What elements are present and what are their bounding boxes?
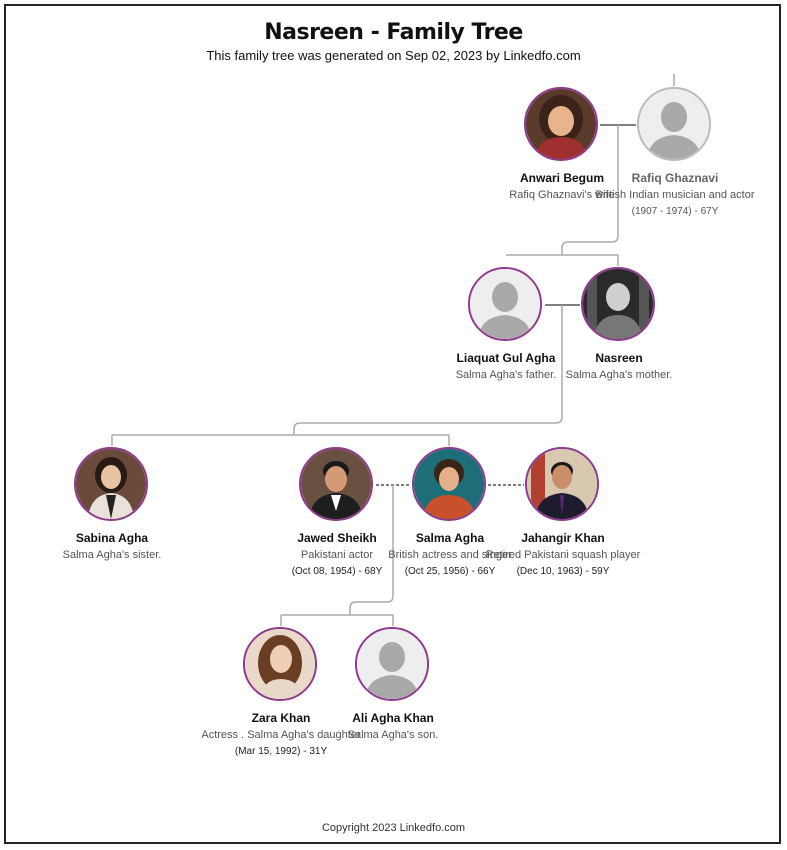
placeholder-silhouette-icon (357, 629, 427, 699)
person-name-anwari-begum[interactable]: Anwari Begum (519, 171, 604, 185)
person-name-sabina-agha[interactable]: Sabina Agha (75, 531, 149, 545)
person-dates-jahangir-khan: (Dec 10, 1963) - 59Y (516, 566, 610, 577)
copyright-footer: Copyright 2023 Linkedfo.com (321, 822, 466, 834)
person-name-salma-agha[interactable]: Salma Agha (415, 531, 485, 545)
person-photo-liaquat-gul-agha[interactable] (468, 267, 542, 341)
person-desc-jawed-sheikh: Pakistani actor (300, 549, 374, 561)
person-name-liaquat-gul-agha[interactable]: Liaquat Gul Agha (456, 351, 556, 365)
person-name-nasreen[interactable]: Nasreen (595, 351, 643, 365)
placeholder-silhouette-icon (639, 89, 709, 159)
page-title: Nasreen - Family Tree (264, 20, 523, 45)
person-desc-ali-agha-khan: Salma Agha's son. (347, 729, 439, 741)
person-name-jawed-sheikh[interactable]: Jawed Sheikh (297, 531, 377, 545)
person-photo-salma-agha[interactable] (412, 447, 486, 521)
person-photo-nasreen[interactable] (581, 267, 655, 341)
person-dates-zara-khan: (Mar 15, 1992) - 31Y (234, 746, 328, 757)
person-dates-jawed-sheikh: (Oct 08, 1954) - 68Y (291, 566, 383, 577)
person-desc-anwari-begum: Rafiq Ghaznavi's wife (509, 189, 615, 201)
person-desc-rafiq-ghaznavi: British Indian musician and actor (595, 189, 755, 201)
person-dates-rafiq-ghaznavi: (1907 - 1974) - 67Y (631, 206, 719, 217)
page-subtitle: This family tree was generated on Sep 02, 2023 by Linkedfo.com (206, 48, 581, 63)
person-photo-ali-agha-khan[interactable] (355, 627, 429, 701)
person-name-rafiq-ghaznavi[interactable]: Rafiq Ghaznavi (631, 171, 719, 185)
person-desc-liaquat-gul-agha: Salma Agha's father. (455, 369, 557, 381)
person-name-zara-khan[interactable]: Zara Khan (251, 711, 311, 725)
person-photo-sabina-agha[interactable] (74, 447, 148, 521)
person-desc-sabina-agha: Salma Agha's sister. (62, 549, 162, 561)
placeholder-silhouette-icon (470, 269, 540, 339)
person-photo-anwari-begum[interactable] (524, 87, 598, 161)
person-desc-salma-agha: British actress and singer (388, 549, 512, 561)
person-desc-zara-khan: Actress . Salma Agha's daughter (201, 729, 361, 741)
person-dates-salma-agha: (Oct 25, 1956) - 66Y (404, 566, 496, 577)
person-photo-rafiq-ghaznavi[interactable] (637, 87, 711, 161)
person-photo-jahangir-khan[interactable] (525, 447, 599, 521)
person-desc-jahangir-khan: Retired Pakistani squash player (485, 549, 641, 561)
person-name-jahangir-khan[interactable]: Jahangir Khan (521, 531, 605, 545)
person-photo-zara-khan[interactable] (243, 627, 317, 701)
person-name-ali-agha-khan[interactable]: Ali Agha Khan (352, 711, 434, 725)
person-photo-jawed-sheikh[interactable] (299, 447, 373, 521)
person-desc-nasreen: Salma Agha's mother. (565, 369, 673, 381)
